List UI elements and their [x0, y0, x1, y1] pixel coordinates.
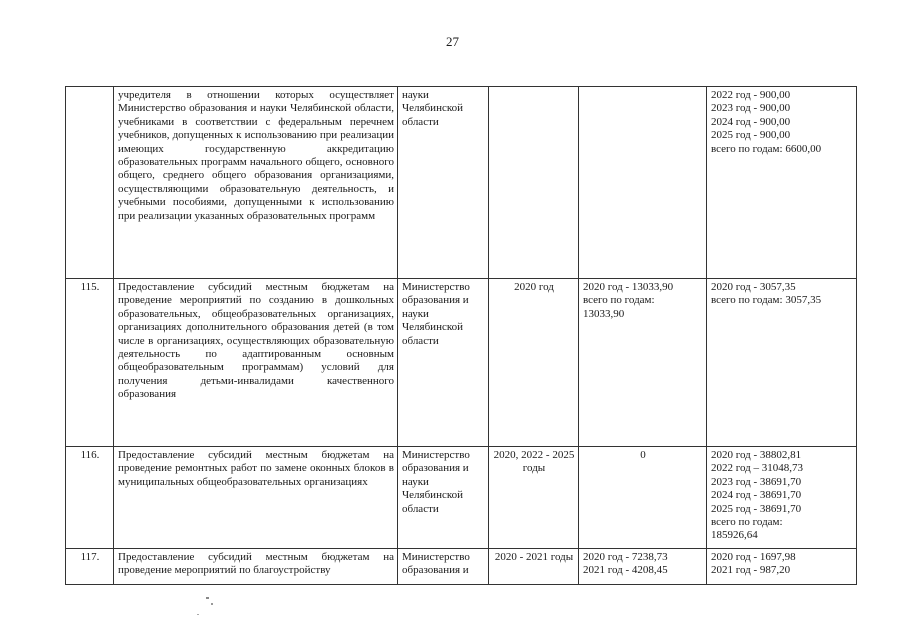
funding-cell-2: 2022 год - 900,00 2023 год - 900,00 2024 год - 900,00 2025 год - 900,00 всего по годам: 6600,00	[707, 87, 857, 279]
funding-cell-1: 2020 год - 13033,90 всего по годам: 13033,90	[579, 279, 707, 447]
description-cell: учредителя в отношении которых осуществляет Министерство образования и науки Челябинской области, учебниками в соответствии с федеральным перечнем учебников, допущенных к использованию при реализации имеющих государственную аккредитацию образовательных программ начального общего, основного общего, среднего общего образования организациями, осуществляющими образовательную деятельность, и учебными пособиями, допущенными к использованию при реализации указанных образовательных программ	[114, 87, 398, 279]
executor-cell: Министерство образования и	[398, 549, 489, 585]
program-measures-table	[65, 86, 857, 585]
scan-speck	[211, 603, 213, 605]
scan-speck	[197, 614, 199, 615]
description-cell: Предоставление субсидий местным бюджетам на проведение мероприятий по благоустройству	[114, 549, 398, 585]
description-cell: Предоставление субсидий местным бюджетам на проведение ремонтных работ по замене оконных блоков в муниципальных общеобразовательных организациях	[114, 447, 398, 549]
table-row	[66, 279, 857, 447]
funding-cell-1: 0	[579, 447, 707, 549]
row-number-cell: 116.	[66, 447, 114, 549]
table-row	[66, 87, 857, 279]
funding-cell-2: 2020 год - 38802,81 2022 год – 31048,73 2023 год - 38691,70 2024 год - 38691,70 2025 год - 38691,70 всего по годам: 185926,64	[707, 447, 857, 549]
row-number-cell: 117.	[66, 549, 114, 585]
description-cell: Предоставление субсидий местным бюджетам на проведение мероприятий по созданию в дошкольных образовательных, общеобразовательных организациях, организациях дополнительного образования детей (в том числе в организациях, осуществляющих образовательную деятельность по адаптированным основным общеобразовательным программам) условий для получения детьми-инвалидами качественного образования	[114, 279, 398, 447]
executor-cell: науки Челябинской области	[398, 87, 489, 279]
executor-cell: Министерство образования и науки Челябинской области	[398, 279, 489, 447]
funding-cell-1: 2020 год - 7238,73 2021 год - 4208,45	[579, 549, 707, 585]
scan-speck	[206, 597, 209, 599]
funding-cell-2: 2020 год - 3057,35 всего по годам: 3057,35	[707, 279, 857, 447]
period-cell: 2020 - 2021 годы	[489, 549, 579, 585]
table-row	[66, 549, 857, 585]
funding-cell-2: 2020 год - 1697,98 2021 год - 987,20	[707, 549, 857, 585]
table-row	[66, 447, 857, 549]
row-number-cell	[66, 87, 114, 279]
period-cell: 2020 год	[489, 279, 579, 447]
period-cell	[489, 87, 579, 279]
page-number: 27	[446, 34, 459, 49]
row-number-cell: 115.	[66, 279, 114, 447]
funding-cell-1	[579, 87, 707, 279]
period-cell: 2020, 2022 - 2025 годы	[489, 447, 579, 549]
executor-cell: Министерство образования и науки Челябинской области	[398, 447, 489, 549]
